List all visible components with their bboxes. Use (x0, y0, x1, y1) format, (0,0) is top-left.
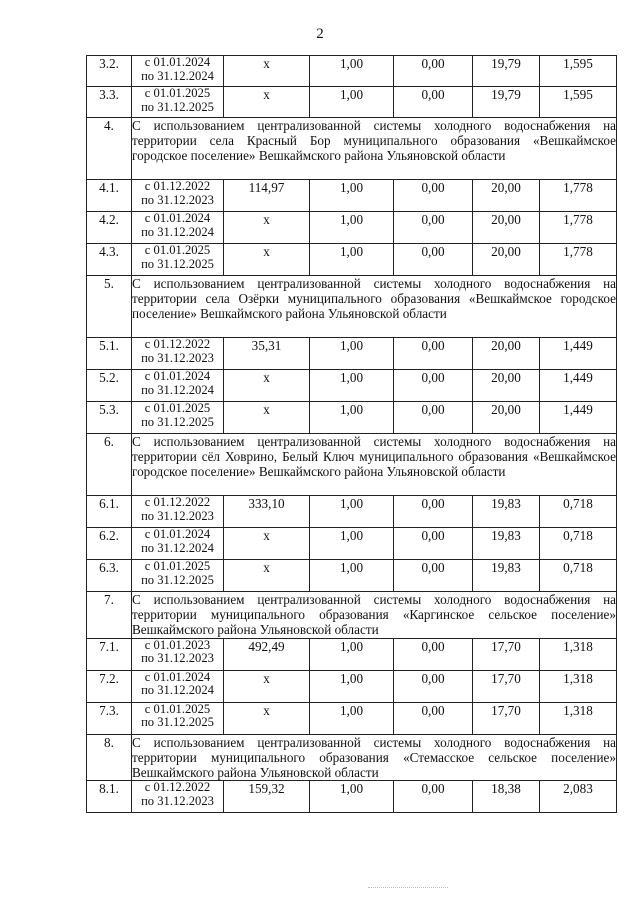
value-cell-4: 20,00 (473, 244, 540, 276)
section-row (87, 734, 617, 781)
table-row (87, 87, 617, 118)
value-cell-3: 0,00 (394, 496, 473, 528)
value-cell-1: х (224, 56, 310, 87)
row-number: 6.2. (87, 528, 132, 560)
period-from: с 01.01.2025 (144, 243, 211, 257)
period-to: по 31.12.2023 (141, 192, 214, 207)
value-cell-4: 20,00 (473, 402, 540, 434)
value-cell-2: 1,00 (310, 528, 394, 560)
table-row (87, 560, 617, 592)
value-cell-1: 159,32 (224, 781, 310, 813)
value-cell-1: х (224, 670, 310, 702)
value-cell-5: 1,778 (540, 244, 617, 276)
period-from: с 01.01.2025 (144, 559, 211, 573)
value-cell-2: 1,00 (310, 560, 394, 592)
period-from: с 01.01.2024 (144, 369, 211, 383)
value-cell-4: 19,83 (473, 528, 540, 560)
section-row (87, 276, 617, 338)
period-cell (132, 370, 224, 402)
value-cell-3: 0,00 (394, 402, 473, 434)
period-to: по 31.12.2024 (141, 382, 214, 397)
row-number: 4.1. (87, 180, 132, 212)
value-cell-4: 20,00 (473, 212, 540, 244)
row-number: 5.2. (87, 370, 132, 402)
value-cell-2: 1,00 (310, 244, 394, 276)
row-number: 4.2. (87, 212, 132, 244)
period-cell (132, 528, 224, 560)
value-cell-1: х (224, 244, 310, 276)
row-number: 5.1. (87, 338, 132, 370)
value-cell-4: 19,83 (473, 560, 540, 592)
period-from: с 01.01.2025 (144, 86, 211, 100)
period-from: с 01.01.2024 (144, 527, 211, 541)
section-number: 4. (87, 118, 132, 180)
value-cell-2: 1,00 (310, 180, 394, 212)
value-cell-4: 19,79 (473, 87, 540, 118)
value-cell-4: 20,00 (473, 180, 540, 212)
section-row (87, 592, 617, 639)
value-cell-4: 19,79 (473, 56, 540, 87)
period-from: с 01.12.2022 (144, 337, 211, 351)
value-cell-4: 20,00 (473, 338, 540, 370)
value-cell-5: 1,318 (540, 670, 617, 702)
value-cell-3: 0,00 (394, 670, 473, 702)
period-to: по 31.12.2025 (141, 414, 214, 429)
value-cell-1: 492,49 (224, 638, 310, 670)
scan-artifact (368, 887, 448, 892)
period-to: по 31.12.2024 (141, 68, 214, 83)
value-cell-5: 1,449 (540, 370, 617, 402)
period-cell (132, 638, 224, 670)
row-number: 7.2. (87, 670, 132, 702)
value-cell-2: 1,00 (310, 56, 394, 87)
value-cell-3: 0,00 (394, 338, 473, 370)
period-cell (132, 670, 224, 702)
period-from: с 01.01.2024 (144, 211, 211, 225)
section-number: 7. (87, 592, 132, 639)
value-cell-2: 1,00 (310, 702, 394, 734)
section-row (87, 434, 617, 496)
period-cell (132, 702, 224, 734)
period-to: по 31.12.2024 (141, 540, 214, 555)
value-cell-1: 114,97 (224, 180, 310, 212)
value-cell-2: 1,00 (310, 670, 394, 702)
period-to: по 31.12.2024 (141, 683, 214, 698)
period-cell (132, 87, 224, 118)
table-row (87, 212, 617, 244)
section-description: С использованием централизованной системы холодного водоснабжения на территории сёл Ховрино, Белый Ключ муниципального образования «Вешкаймское городское поселение» Вешкаймского района Ульяновской области (132, 434, 617, 496)
period-from: с 01.12.2022 (144, 179, 211, 193)
value-cell-5: 1,318 (540, 702, 617, 734)
table-row (87, 338, 617, 370)
table-row (87, 528, 617, 560)
value-cell-5: 1,318 (540, 638, 617, 670)
period-cell (132, 781, 224, 813)
value-cell-3: 0,00 (394, 370, 473, 402)
value-cell-2: 1,00 (310, 781, 394, 813)
period-cell (132, 180, 224, 212)
value-cell-4: 20,00 (473, 370, 540, 402)
value-cell-4: 18,38 (473, 781, 540, 813)
period-from: с 01.01.2025 (144, 701, 211, 716)
value-cell-1: х (224, 212, 310, 244)
value-cell-5: 1,778 (540, 180, 617, 212)
value-cell-3: 0,00 (394, 528, 473, 560)
period-cell (132, 338, 224, 370)
table-row (87, 670, 617, 702)
period-cell (132, 402, 224, 434)
value-cell-3: 0,00 (394, 560, 473, 592)
period-to: по 31.12.2025 (141, 715, 214, 730)
row-number: 7.1. (87, 638, 132, 670)
value-cell-2: 1,00 (310, 212, 394, 244)
period-to: по 31.12.2023 (141, 508, 214, 523)
tariff-table (86, 55, 617, 813)
row-number: 4.3. (87, 244, 132, 276)
table-row (87, 702, 617, 734)
period-to: по 31.12.2023 (141, 651, 214, 666)
value-cell-1: 333,10 (224, 496, 310, 528)
value-cell-5: 1,595 (540, 56, 617, 87)
value-cell-4: 19,83 (473, 496, 540, 528)
value-cell-5: 2,083 (540, 781, 617, 813)
value-cell-5: 1,595 (540, 87, 617, 118)
value-cell-5: 1,449 (540, 338, 617, 370)
value-cell-2: 1,00 (310, 638, 394, 670)
value-cell-1: х (224, 370, 310, 402)
row-number: 5.3. (87, 402, 132, 434)
page-number: 2 (316, 26, 324, 42)
tariff-table-body (87, 56, 617, 813)
period-cell (132, 212, 224, 244)
section-row (87, 118, 617, 180)
value-cell-5: 0,718 (540, 560, 617, 592)
value-cell-4: 17,70 (473, 702, 540, 734)
value-cell-1: 35,31 (224, 338, 310, 370)
table-row (87, 638, 617, 670)
value-cell-5: 1,778 (540, 212, 617, 244)
table-row (87, 496, 617, 528)
table-row (87, 56, 617, 87)
value-cell-3: 0,00 (394, 638, 473, 670)
period-to: по 31.12.2023 (141, 350, 214, 365)
period-cell (132, 56, 224, 87)
row-number: 8.1. (87, 781, 132, 813)
value-cell-2: 1,00 (310, 338, 394, 370)
period-to: по 31.12.2025 (141, 572, 214, 587)
value-cell-3: 0,00 (394, 212, 473, 244)
value-cell-2: 1,00 (310, 496, 394, 528)
period-from: с 01.01.2024 (144, 55, 211, 69)
period-cell (132, 560, 224, 592)
value-cell-4: 17,70 (473, 638, 540, 670)
period-from: с 01.12.2022 (144, 495, 211, 509)
period-to: по 31.12.2025 (141, 256, 214, 271)
value-cell-3: 0,00 (394, 781, 473, 813)
value-cell-2: 1,00 (310, 402, 394, 434)
value-cell-1: х (224, 528, 310, 560)
row-number: 3.3. (87, 87, 132, 118)
value-cell-5: 0,718 (540, 528, 617, 560)
table-row (87, 370, 617, 402)
row-number: 6.1. (87, 496, 132, 528)
period-from: с 01.01.2023 (144, 637, 211, 652)
value-cell-3: 0,00 (394, 180, 473, 212)
row-number: 6.3. (87, 560, 132, 592)
section-number: 8. (87, 734, 132, 781)
value-cell-1: х (224, 402, 310, 434)
period-from: с 01.12.2022 (144, 780, 211, 795)
period-cell (132, 244, 224, 276)
value-cell-1: х (224, 702, 310, 734)
value-cell-1: х (224, 560, 310, 592)
section-description: С использованием централизованной системы холодного водоснабжения на территории муниципального образования «Каргинское сельское поселение» Вешкаймского района Ульяновской области (132, 592, 616, 638)
table-row (87, 402, 617, 434)
section-description: С использованием централизованной системы холодного водоснабжения на территории муниципального образования «Стемасское сельское поселение» Вешкаймского района Ульяновской области (132, 734, 616, 780)
value-cell-3: 0,00 (394, 87, 473, 118)
period-from: с 01.01.2025 (144, 401, 211, 415)
period-to: по 31.12.2024 (141, 224, 214, 239)
value-cell-3: 0,00 (394, 244, 473, 276)
table-row (87, 244, 617, 276)
value-cell-2: 1,00 (310, 87, 394, 118)
section-number: 6. (87, 434, 132, 496)
period-cell (132, 496, 224, 528)
table-row (87, 781, 617, 813)
section-number: 5. (87, 276, 132, 338)
period-to: по 31.12.2023 (141, 793, 214, 808)
value-cell-3: 0,00 (394, 702, 473, 734)
period-from: с 01.01.2024 (144, 669, 211, 684)
row-number: 3.2. (87, 56, 132, 87)
table-row (87, 180, 617, 212)
value-cell-5: 1,449 (540, 402, 617, 434)
value-cell-2: 1,00 (310, 370, 394, 402)
value-cell-1: х (224, 87, 310, 118)
row-number: 7.3. (87, 702, 132, 734)
period-to: по 31.12.2025 (141, 99, 214, 114)
value-cell-5: 0,718 (540, 496, 617, 528)
value-cell-3: 0,00 (394, 56, 473, 87)
section-description: С использованием централизованной системы холодного водоснабжения на территории села Красный Бор муниципального образования «Вешкаймское городское поселение» Вешкаймского района Ульяновской области (132, 118, 617, 180)
section-description: С использованием централизованной системы холодного водоснабжения на территории села Озёрки муниципального образования «Вешкаймское городское поселение» Вешкаймского района Ульяновской области (132, 276, 617, 338)
value-cell-4: 17,70 (473, 670, 540, 702)
